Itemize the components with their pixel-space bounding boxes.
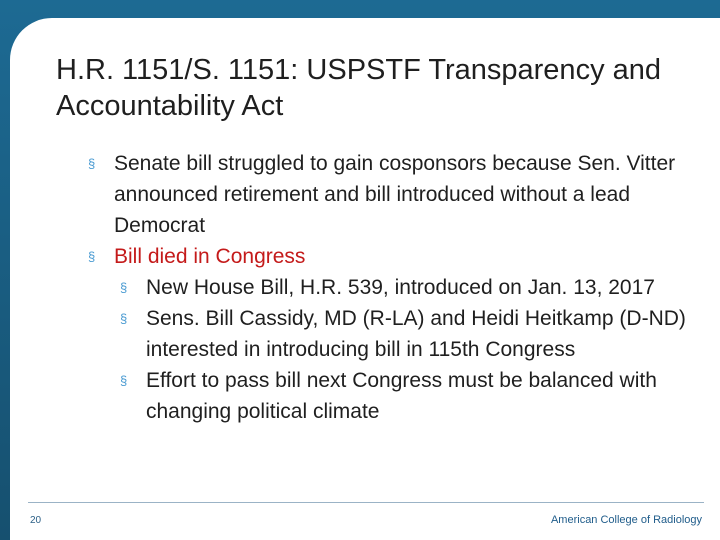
- footer-divider: [28, 502, 704, 503]
- square-bullet-icon: §: [120, 280, 128, 295]
- slide-canvas: [10, 18, 720, 540]
- sub-bullet-item: [88, 365, 720, 427]
- sub-bullet-text: Sens. Bill Cassidy, MD (R-LA) and Heidi Heitkamp (D-ND) interested in introducing bill in 115th Congress: [146, 307, 686, 361]
- sub-bullet-item: [88, 303, 720, 365]
- square-bullet-icon: §: [120, 311, 128, 326]
- bullet-list: [88, 148, 720, 427]
- page-number: 20: [30, 515, 42, 526]
- sub-bullet-text: Effort to pass bill next Congress must be balanced with changing political climate: [146, 369, 657, 423]
- bullet-item: [88, 148, 720, 241]
- bullet-item-highlighted: [88, 241, 720, 272]
- organization-name: American College of Radiology: [550, 514, 702, 526]
- slide-title: H.R. 1151/S. 1151: USPSTF Transparency and Accountability Act: [56, 54, 662, 122]
- square-bullet-icon: §: [88, 249, 96, 264]
- sub-bullet-text: New House Bill, H.R. 539, introduced on Jan. 13, 2017: [146, 276, 655, 299]
- bullet-text: Senate bill struggled to gain cosponsors because Sen. Vitter announced retirement and bill introduced without a lead Democrat: [114, 152, 676, 237]
- square-bullet-icon: §: [120, 373, 128, 388]
- sub-bullet-item: [88, 272, 720, 303]
- square-bullet-icon: §: [88, 156, 96, 171]
- bullet-text: Bill died in Congress: [114, 245, 306, 268]
